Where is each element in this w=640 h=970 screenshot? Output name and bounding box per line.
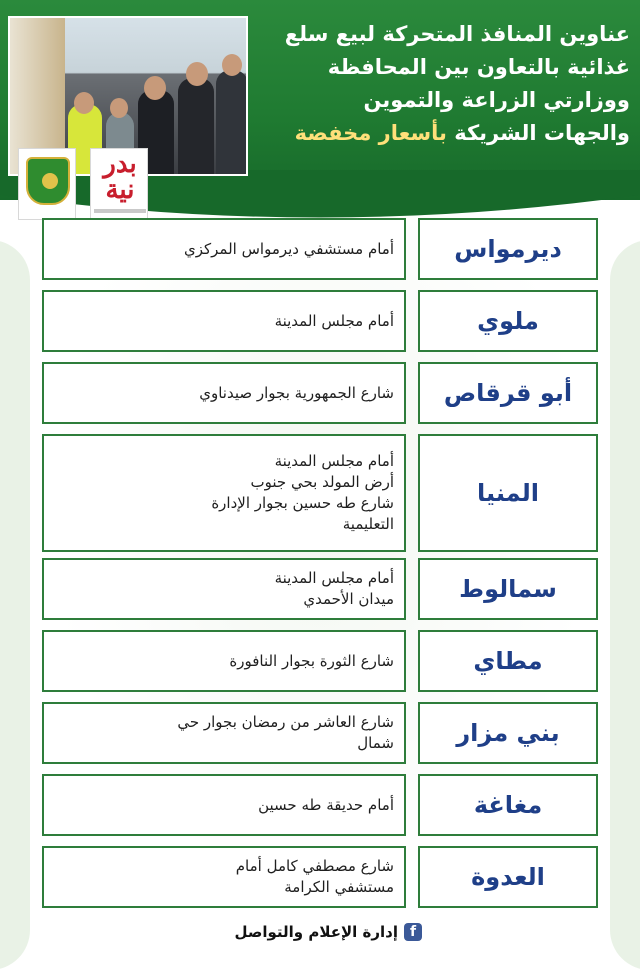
- location-name: المنيا: [418, 434, 598, 552]
- location-row: [42, 362, 598, 424]
- address-line: ميدان الأحمدي: [303, 590, 394, 608]
- location-address: [42, 290, 406, 352]
- location-address: [42, 362, 406, 424]
- page-title: [250, 18, 630, 150]
- location-address: [42, 846, 406, 908]
- address-line: شمال: [357, 734, 394, 752]
- address-line: شارع الثورة بجوار النافورة: [229, 651, 394, 670]
- address-line: أمام مجلس المدينة: [274, 311, 394, 330]
- title-line: غذائية بالتعاون بين المحافظة: [327, 55, 630, 79]
- location-address: [42, 434, 406, 552]
- location-name: ملوي: [418, 290, 598, 352]
- location-address: [42, 630, 406, 692]
- address-line: شارع مصطفي كامل أمام: [235, 857, 394, 875]
- partner-logo-mark: بدر نية: [103, 149, 137, 205]
- address-line: أرض المولد بحي جنوب: [250, 473, 394, 491]
- title-line: عناوين المنافذ المتحركة لبيع سلع: [284, 22, 630, 46]
- location-name: سمالوط: [418, 558, 598, 620]
- address-line: أمام مستشفي ديرمواس المركزي: [183, 239, 394, 258]
- decor-right: [610, 240, 640, 970]
- facebook-icon[interactable]: f: [404, 923, 422, 941]
- location-row: [42, 434, 598, 552]
- address-line: أمام مجلس المدينة: [274, 452, 394, 470]
- address-line: شارع طه حسين بجوار الإدارة: [211, 494, 394, 512]
- title-line: ووزارتي الزراعة والتموين: [363, 88, 630, 112]
- location-name: ديرمواس: [418, 218, 598, 280]
- location-row: [42, 290, 598, 352]
- governorate-logo: [18, 148, 76, 220]
- address-line: التعليمية: [342, 515, 394, 533]
- location-name: العدوة: [418, 846, 598, 908]
- location-row: [42, 846, 598, 908]
- location-row: [42, 702, 598, 764]
- address-line: شارع الجمهورية بجوار صيدناوي: [199, 383, 394, 402]
- location-name: بني مزار: [418, 702, 598, 764]
- partner-logo: [90, 148, 148, 220]
- title-line-part: والجهات الشريكة: [454, 121, 630, 145]
- location-row: [42, 630, 598, 692]
- location-address: [42, 702, 406, 764]
- location-name: أبو قرقاص: [418, 362, 598, 424]
- location-row: [42, 218, 598, 280]
- location-name: مغاغة: [418, 774, 598, 836]
- location-row: [42, 558, 598, 620]
- address-line: شارع العاشر من رمضان بجوار حي: [177, 713, 394, 731]
- location-name: مطاي: [418, 630, 598, 692]
- title-line: [250, 117, 630, 150]
- address-line: أمام حديقة طه حسين: [258, 795, 394, 814]
- footer: [234, 920, 422, 944]
- title-highlight: بأسعار مخفضة: [294, 121, 447, 145]
- address-line: مستشفي الكرامة: [284, 878, 394, 896]
- address-line: أمام مجلس المدينة: [274, 569, 394, 587]
- location-address: [42, 218, 406, 280]
- decor-left: [0, 240, 30, 970]
- location-address: [42, 774, 406, 836]
- location-address: [42, 558, 406, 620]
- footer-text: إدارة الإعلام والتواصل: [234, 923, 398, 941]
- location-row: [42, 774, 598, 836]
- logos: [18, 148, 152, 224]
